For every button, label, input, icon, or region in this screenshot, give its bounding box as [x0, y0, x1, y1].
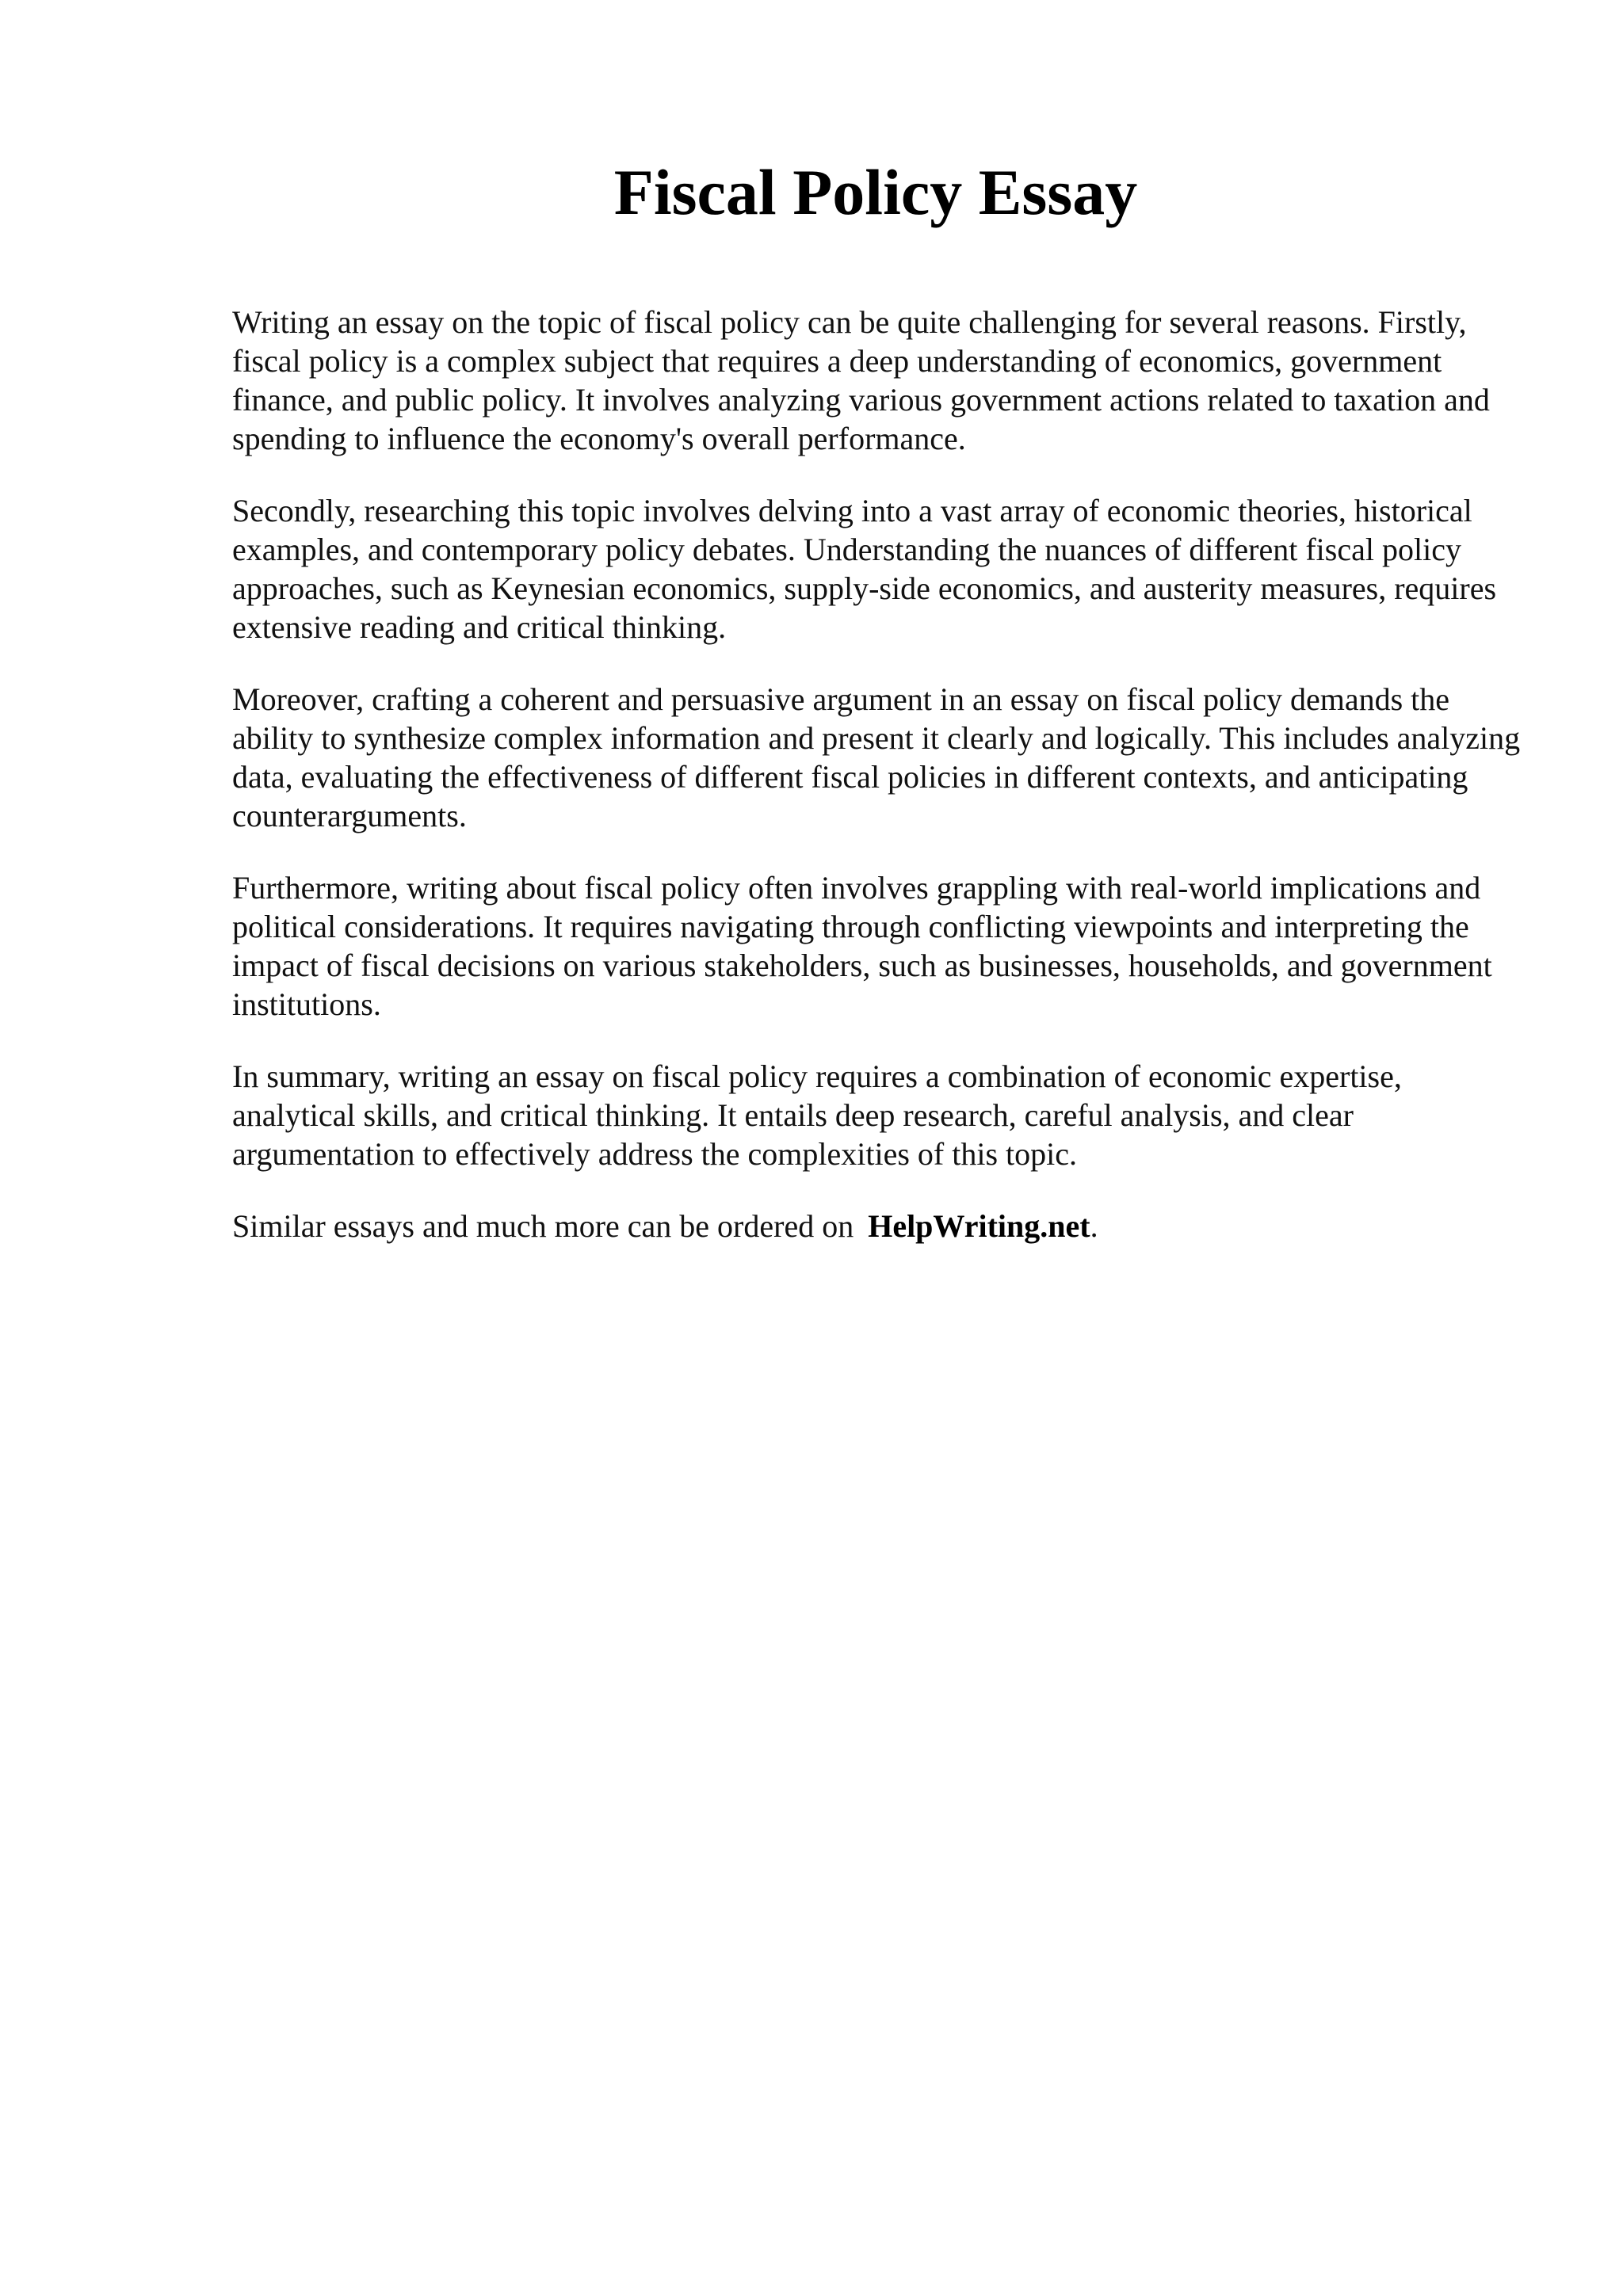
closing-text: Similar essays and much more can be ordered on	[232, 1208, 854, 1244]
paragraph-2: Secondly, researching this topic involves delving into a vast array of economic theories, historical examples, and contemporary policy debates. Understanding the nuances of different fiscal policy approaches, such as Keynesian economics, supply-side economics, and austerity measures, requires extensive reading and critical thinking.	[232, 493, 1497, 645]
page-title: Fiscal Policy Essay	[613, 156, 1138, 228]
closing-period: .	[1090, 1208, 1098, 1244]
paragraph-5: In summary, writing an essay on fiscal policy requires a combination of economic expertise, analytical skills, and critical thinking. It entails deep research, careful analysis, and clear argumentation to effectively address the complexities of this topic.	[232, 1058, 1402, 1172]
paragraph-3: Moreover, crafting a coherent and persuasive argument in an essay on fiscal policy demands the ability to synthesize complex information and present it clearly and logically. This includes analyzing data, evaluating the effectiveness of different fiscal policies in different contexts, and anticipating counterarguments.	[232, 681, 1521, 833]
essay-body	[232, 303, 1532, 1245]
paragraph-1: Writing an essay on the topic of fiscal policy can be quite challenging for several reasons. Firstly, fiscal policy is a complex subject that requires a deep understanding of economics, government finance, and public policy. It involves analyzing various government actions related to taxation and spending to influence the economy's overall performance.	[232, 304, 1490, 456]
brand-link[interactable]: HelpWriting.net	[868, 1208, 1090, 1244]
closing-line	[232, 1207, 1532, 1245]
paragraph-4: Furthermore, writing about fiscal policy often involves grappling with real-world implications and political considerations. It requires navigating through conflicting viewpoints and interpreting the impact of fiscal decisions on various stakeholders, such as businesses, households, and government institutions.	[232, 870, 1492, 1022]
